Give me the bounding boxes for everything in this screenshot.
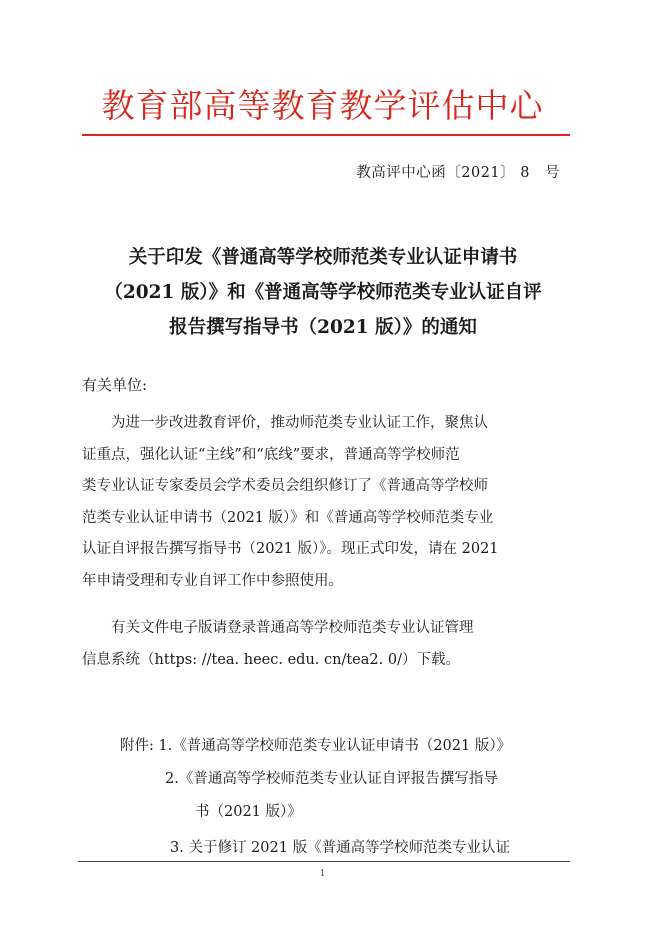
body-line: 为进一步改进教育评价，推动师范类专业认证工作，聚焦认: [82, 415, 488, 431]
attachment-item-continued: 书（2021 版）》: [195, 804, 302, 820]
body-paragraphs: [82, 408, 557, 676]
letterhead-title: 教育部高等教育教学评估中心: [101, 86, 544, 125]
letterhead-divider: [82, 134, 570, 136]
salutation: 有关单位:: [82, 376, 148, 394]
title-line: 关于印发《普通高等学校师范类专业认证申请书: [128, 247, 518, 268]
attachment-item: 2.《普通高等学校师范类专业认证自评报告撰写指导: [165, 771, 498, 787]
document-number: 教高评中心函〔2021〕 8 号: [356, 165, 560, 181]
body-line: 年申请受理和专业自评工作中参照使用。: [82, 572, 343, 589]
body-line: 证重点，强化认证“主线”和“底线”要求，普通高等学校师范: [82, 446, 460, 463]
document-title: [78, 240, 568, 345]
body-line: 认证自评报告撰写指导书（2021 版）》。现正式印发，请在 2021: [82, 541, 499, 557]
attachment-item: 附件: 1.《普通高等学校师范类专业认证申请书（2021 版）》: [120, 738, 512, 754]
attachment-item: 3. 关于修订 2021 版《普通高等学校师范类专业认证: [170, 840, 511, 856]
paragraph-gap: [82, 597, 557, 613]
body-line: 类专业认证专家委员会学术委员会组织修订了《普通高等学校师: [82, 478, 488, 494]
body-line: 有关文件电子版请登录普通高等学校师范类专业认证管理: [82, 620, 474, 636]
footer-divider: [78, 861, 570, 862]
title-line: 报告撰写指导书（2021 版）》的通知: [169, 317, 477, 338]
page-number: 1: [319, 869, 326, 879]
body-line: 信息系统（https: //tea. heec. edu. cn/tea2. 0/）下载。: [82, 651, 460, 668]
title-line: （2021 版）》和《普通高等学校师范类专业认证自评: [104, 282, 542, 303]
body-line: 范类专业认证申请书（2021 版）》和《普通高等学校师范类专业: [82, 509, 494, 526]
